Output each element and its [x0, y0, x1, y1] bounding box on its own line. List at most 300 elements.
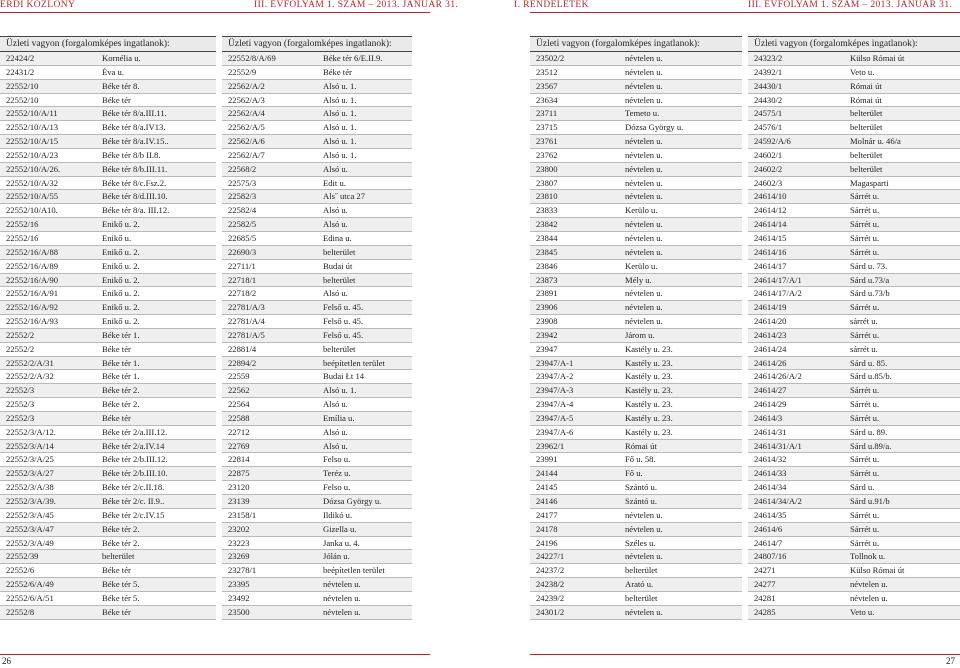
parcel-number: 24301/2: [536, 606, 565, 617]
table-row: [222, 301, 412, 315]
parcel-number: 22552/3: [6, 399, 35, 410]
parcel-number: 23991: [536, 454, 558, 465]
location: Felso u.: [323, 454, 351, 465]
location: Sárrét u.: [850, 205, 880, 216]
location: Arató u.: [625, 579, 654, 590]
location: Külso Római út: [850, 565, 905, 576]
parcel-number: 23810: [536, 191, 558, 202]
table-row: [748, 481, 960, 495]
table-row: [222, 426, 412, 440]
location: névtelen u.: [625, 163, 663, 174]
location: Sárd u.85/b.: [850, 371, 892, 382]
table-row: [222, 592, 412, 606]
parcel-number: 23833: [536, 205, 558, 216]
parcel-number: 24614/31/A/1: [754, 440, 802, 451]
parcel-number: 23492: [228, 592, 250, 603]
parcel-number: 23761: [536, 136, 558, 147]
location: Sárrét u.: [850, 302, 880, 313]
table-row: [0, 426, 216, 440]
table-row: [222, 550, 412, 564]
table-row: [748, 232, 960, 246]
parcel-number: 22552/6/A/51: [6, 592, 54, 603]
table-row: [530, 606, 742, 620]
parcel-number: 22562/A/4: [228, 108, 265, 119]
parcel-number: 24281: [754, 592, 776, 603]
parcel-number: 24807/16: [754, 551, 787, 562]
table-row: [222, 163, 412, 177]
location: névtelen u.: [625, 191, 663, 202]
table-row: [748, 218, 960, 232]
table-row: [530, 135, 742, 149]
location: Béke tér 8/b II.8.: [102, 149, 161, 160]
parcel-number: 22552/16/A/91: [6, 288, 59, 299]
parcel-number: 24614/26: [754, 357, 787, 368]
table-row: [222, 370, 412, 384]
table-row: [222, 107, 412, 121]
table-row: [222, 453, 412, 467]
table-row: [530, 537, 742, 551]
table-row: [0, 384, 216, 398]
location: névtelen u.: [323, 579, 361, 590]
parcel-number: 24575/1: [754, 108, 783, 119]
parcel-number: 22875: [228, 468, 250, 479]
table-row: [530, 523, 742, 537]
parcel-number: 22552/10/A10.: [6, 205, 58, 216]
location: Járom u.: [625, 329, 655, 340]
parcel-number: 22781/A/5: [228, 329, 265, 340]
location: Béke tér: [102, 412, 131, 423]
parcel-number: 23844: [536, 232, 558, 243]
table-row: [530, 287, 742, 301]
location: Kerülo u.: [625, 205, 658, 216]
location: Béke tér 6/E.II.9.: [323, 53, 383, 63]
location: Kerülo u.: [625, 260, 658, 271]
parcel-number: 23278/1: [228, 565, 257, 576]
location: Béke tér 8/d.III.10.: [102, 191, 168, 202]
location: Béke tér 2/b.III.10.: [102, 468, 168, 479]
table-row: [530, 343, 742, 357]
location: Temeto u.: [625, 108, 660, 119]
parcel-number: 22582/5: [228, 219, 257, 230]
location: Fő u.: [625, 468, 643, 479]
parcel-number: 22552/16/A/92: [6, 302, 59, 313]
table-row: [530, 412, 742, 426]
location: Alsó u. 1.: [323, 122, 357, 133]
table-row: [530, 440, 742, 454]
table-row: [222, 246, 412, 260]
parcel-number: 22568/2: [228, 163, 257, 174]
parcel-number: 23567: [536, 80, 558, 91]
parcel-number: 23634: [536, 94, 558, 105]
table-row: [0, 578, 216, 592]
table-row: [222, 412, 412, 426]
table-row: [748, 301, 960, 315]
parcel-number: 23223: [228, 537, 250, 548]
location: névtelen u.: [625, 509, 663, 520]
table-row: [748, 592, 960, 606]
parcel-number: 22552/2: [6, 329, 35, 340]
parcel-number: 24614/32: [754, 454, 787, 465]
location: Sárd u. 73.: [850, 260, 888, 271]
parcel-number: 22552/9: [228, 66, 257, 77]
location: Enikő u. 2.: [102, 316, 140, 327]
location: Sárrét u.: [850, 385, 880, 396]
parcel-number: 22562/A/5: [228, 122, 265, 133]
location: Ildikó u.: [323, 509, 353, 520]
parcel-number: 22552/10/A/23: [6, 149, 59, 160]
location: Sárrét u.: [850, 454, 880, 465]
table-row: [748, 80, 960, 94]
footer-rule-left: [0, 654, 430, 655]
location: névtelen u.: [625, 136, 663, 147]
parcel-number: 22562/A/7: [228, 149, 265, 160]
parcel-number: 22552/3/A/25: [6, 454, 54, 465]
location: Emília u.: [323, 412, 355, 423]
table-row: [222, 80, 412, 94]
location: Béke tér 5.: [102, 579, 140, 590]
table-row: [222, 578, 412, 592]
parcel-number: 24323/2: [754, 53, 783, 63]
location: Alsó u.: [323, 219, 348, 230]
location: Béke tér 1.: [102, 371, 140, 382]
parcel-number: 24177: [536, 509, 558, 520]
location: Enikő u. 2.: [102, 302, 140, 313]
parcel-number: 22582/4: [228, 205, 257, 216]
parcel-number: 24614/16: [754, 246, 787, 257]
table-row: [222, 495, 412, 509]
location: Felső u. 45.: [323, 329, 364, 340]
location: Enikő u.: [102, 232, 132, 243]
parcel-number: 22562/A/6: [228, 136, 265, 147]
location: belterület: [850, 122, 883, 133]
table-row: [748, 440, 960, 454]
table-row: [748, 274, 960, 288]
location: Sárrét u.: [850, 523, 880, 534]
parcel-number: 22552/10/A/15: [6, 136, 59, 147]
location: Sárrét u.: [850, 468, 880, 479]
location: Sárrét u.: [850, 219, 880, 230]
table-row: [222, 343, 412, 357]
parcel-number: 24238/2: [536, 579, 565, 590]
table-row: [530, 260, 742, 274]
parcel-number: 24196: [536, 537, 558, 548]
table-row: [0, 66, 216, 80]
table-row: [530, 357, 742, 371]
table-row: [748, 343, 960, 357]
location: belterület: [102, 551, 135, 562]
parcel-number: 22552/3/A/39.: [6, 496, 56, 506]
location: Béke tér: [323, 66, 352, 77]
location: Kastély u. 23.: [625, 357, 673, 368]
location: Béke tér: [102, 565, 131, 576]
table-row: [222, 204, 412, 218]
table-row: [0, 94, 216, 108]
location: Béke tér 2/c.II.18.: [102, 482, 165, 493]
parcel-number: 24614/35: [754, 509, 787, 520]
location: névtelen u.: [625, 606, 663, 617]
table-row: [0, 80, 216, 94]
parcel-number: 24614/27: [754, 385, 787, 396]
table-row: [222, 398, 412, 412]
location: Kastély u. 23.: [625, 385, 673, 396]
parcel-number: 23158/1: [228, 509, 257, 520]
parcel-number: 23800: [536, 163, 558, 174]
location: névtelen u.: [625, 551, 663, 562]
parcel-number: 24271: [754, 565, 776, 576]
location: névtelen u.: [625, 523, 663, 534]
location: névtelen u.: [625, 288, 663, 299]
parcel-number: 24392/1: [754, 66, 783, 77]
location: Alsó u. 1.: [323, 385, 357, 396]
location: Sárrét u.: [850, 246, 880, 257]
parcel-number: 23807: [536, 177, 558, 188]
table-row: [0, 149, 216, 163]
table-row: [530, 232, 742, 246]
parcel-number: 22690/3: [228, 246, 257, 257]
table-row: [0, 509, 216, 523]
property-table-3: [530, 36, 742, 620]
location: Sárrét u.: [850, 232, 880, 243]
location: Janka u. 4.: [323, 537, 360, 548]
table-title: Üzleti vagyon (forgalomképes ingatlanok):: [222, 36, 412, 52]
parcel-number: 23269: [228, 551, 250, 562]
parcel-number: 22552/3/A/12.: [6, 426, 56, 437]
journal-name: ÉRDI KÖZLÖNY: [0, 0, 76, 10]
parcel-number: 24614/17/A/2: [754, 288, 802, 299]
table-row: [530, 453, 742, 467]
location: Béke tér 8/a.III.11.: [102, 108, 167, 119]
table-row: [0, 260, 216, 274]
table-row: [748, 509, 960, 523]
table-row: [530, 301, 742, 315]
table-row: [748, 453, 960, 467]
table-row: [0, 523, 216, 537]
location: Kastély u. 23.: [625, 412, 673, 423]
issue-info-left: III. ÉVFOLYAM 1. SZÁM – 2013. JANUÁR 31.: [254, 0, 459, 10]
parcel-number: 24614/6: [754, 523, 783, 534]
location: Béke tér 1.: [102, 329, 140, 340]
location: Sárd u.73/a: [850, 274, 890, 285]
table-row: [748, 246, 960, 260]
table-row: [530, 592, 742, 606]
location: névtelen u.: [625, 149, 663, 160]
parcel-number: 24614/29: [754, 399, 787, 410]
location: Széles u.: [625, 537, 656, 548]
location: névtelen u.: [625, 94, 663, 105]
parcel-number: 22552/3/A/38: [6, 482, 54, 493]
parcel-number: 23502/2: [536, 53, 565, 63]
table-row: [222, 274, 412, 288]
table-row: [0, 315, 216, 329]
location: belterület: [625, 565, 658, 576]
table-row: [748, 564, 960, 578]
location: Római út: [850, 94, 882, 105]
table-row: [748, 66, 960, 80]
location: Béke tér 8/a. III.12.: [102, 205, 170, 216]
location: sárrét u.: [850, 343, 878, 354]
parcel-number: 22552/16: [6, 232, 39, 243]
table-row: [748, 384, 960, 398]
footer-rule-right: [530, 654, 960, 655]
table-row: [530, 370, 742, 384]
table-row: [530, 163, 742, 177]
table-row: [0, 246, 216, 260]
location: Alsó u.: [323, 426, 348, 437]
parcel-number: 22894/2: [228, 357, 257, 368]
location: Külso Római út: [850, 53, 905, 63]
parcel-number: 24614/17: [754, 260, 787, 271]
location: Tollnok u.: [850, 551, 886, 562]
table-row: [222, 523, 412, 537]
location: Dózsa György u.: [323, 496, 382, 506]
location: Sárd u.73/b: [850, 288, 890, 299]
location: Kastély u. 23.: [625, 343, 673, 354]
table-row: [222, 357, 412, 371]
location: Alsó u.: [323, 163, 348, 174]
table-row: [222, 481, 412, 495]
location: Béke tér 8/c.Fsz.2.: [102, 177, 167, 188]
parcel-number: 23842: [536, 219, 558, 230]
parcel-number: 24614/34/A/2: [754, 496, 802, 506]
location: Budai út: [323, 260, 353, 271]
parcel-number: 23947/A-2: [536, 371, 574, 382]
table-row: [748, 357, 960, 371]
table-row: [0, 592, 216, 606]
table-row: [222, 218, 412, 232]
table-row: [748, 467, 960, 481]
parcel-number: 23762: [536, 149, 558, 160]
table-row: [748, 537, 960, 551]
parcel-number: 22562: [228, 385, 250, 396]
location: Béke tér 8/a.IV.15..: [102, 136, 169, 147]
location: Alsó u. 1.: [323, 80, 357, 91]
parcel-number: 23202: [228, 523, 250, 534]
parcel-number: 22552/10/A/32: [6, 177, 59, 188]
table-row: [0, 467, 216, 481]
location: Sárd u.91/b: [850, 496, 890, 506]
parcel-number: 22564: [228, 399, 250, 410]
location: belterület: [850, 163, 883, 174]
location: Sárd u.: [850, 482, 875, 493]
location: Alsó u. 1.: [323, 136, 357, 147]
parcel-number: 22552/3/A/45: [6, 509, 54, 520]
parcel-number: 24239/2: [536, 592, 565, 603]
location: névtelen u.: [625, 232, 663, 243]
table-row: [748, 163, 960, 177]
table-row: [0, 232, 216, 246]
parcel-number: 22552/16/A/89: [6, 260, 59, 271]
table-row: [530, 190, 742, 204]
parcel-number: 22718/1: [228, 274, 257, 285]
location: Sárrét u.: [850, 412, 880, 423]
parcel-number: 22562/A/3: [228, 94, 265, 105]
table-row: [0, 218, 216, 232]
parcel-number: 23942: [536, 329, 558, 340]
location: névtelen u.: [625, 80, 663, 91]
parcel-number: 23512: [536, 66, 558, 77]
table-row: [748, 523, 960, 537]
location: Szántó u.: [625, 482, 657, 493]
table-row: [222, 440, 412, 454]
table-row: [748, 149, 960, 163]
parcel-number: 23711: [536, 108, 558, 119]
parcel-number: 22431/2: [6, 66, 35, 77]
parcel-number: 24178: [536, 523, 558, 534]
parcel-number: 24592/A/6: [754, 136, 791, 147]
location: belterület: [850, 149, 883, 160]
location: belterület: [323, 274, 356, 285]
parcel-number: 22552/6/A/49: [6, 579, 54, 590]
location: névtelen u.: [625, 302, 663, 313]
parcel-number: 24614/19: [754, 302, 787, 313]
location: Alsó u. 1.: [323, 94, 357, 105]
parcel-number: 24614/23: [754, 329, 787, 340]
table-row: [530, 550, 742, 564]
table-row: [530, 246, 742, 260]
location: Éva u.: [102, 66, 124, 77]
location: névtelen u.: [850, 592, 888, 603]
location: Sárd u. 85.: [850, 357, 888, 368]
parcel-number: 22552/10/A/13: [6, 122, 59, 133]
parcel-number: 23947/A-5: [536, 412, 574, 423]
parcel-number: 22552/16/A/93: [6, 316, 59, 327]
table-row: [0, 370, 216, 384]
location: Béke tér 2/a.IV.14: [102, 440, 165, 451]
table-row: [222, 94, 412, 108]
parcel-number: 22552/3/A/49: [6, 537, 54, 548]
table-row: [530, 578, 742, 592]
table-row: [0, 343, 216, 357]
table-row: [530, 467, 742, 481]
parcel-number: 23120: [228, 482, 250, 493]
table-row: [748, 135, 960, 149]
location: Enikő u. 2.: [102, 246, 140, 257]
table-title: Üzleti vagyon (forgalomképes ingatlanok):: [748, 36, 960, 52]
table-row: [748, 606, 960, 620]
location: Gizella u.: [323, 523, 357, 534]
table-row: [748, 260, 960, 274]
location: Béke tér 2.: [102, 537, 140, 548]
table-row: [222, 315, 412, 329]
table-row: [0, 190, 216, 204]
parcel-number: 22552/10/A/26.: [6, 163, 61, 174]
location: Teréz u.: [323, 468, 351, 479]
page-number-right: 27: [946, 656, 955, 666]
location: Sárd u. 89.: [850, 426, 888, 437]
location: Mély u.: [625, 274, 652, 285]
table-row: [222, 564, 412, 578]
table-row: [0, 163, 216, 177]
parcel-number: 23947/A-3: [536, 385, 574, 396]
location: Alsó u. 1.: [323, 149, 357, 160]
table-row: [222, 467, 412, 481]
location: Alsó u.: [323, 440, 348, 451]
parcel-number: 24614/17/A/1: [754, 274, 802, 285]
table-row: [748, 177, 960, 191]
location: Béke tér 2/b.III.12.: [102, 454, 168, 465]
parcel-number: 24146: [536, 496, 558, 506]
parcel-number: 22552/10: [6, 94, 39, 105]
parcel-number: 22552/10/A/11: [6, 108, 58, 119]
table-row: [0, 301, 216, 315]
parcel-number: 24614/3: [754, 412, 783, 423]
location: Béke tér 2/c. II.9..: [102, 496, 165, 506]
parcel-number: 22552/10/A/55: [6, 191, 59, 202]
parcel-number: 22552/3/A/27: [6, 468, 54, 479]
table-row: [530, 94, 742, 108]
table-row: [0, 453, 216, 467]
table-row: [748, 370, 960, 384]
